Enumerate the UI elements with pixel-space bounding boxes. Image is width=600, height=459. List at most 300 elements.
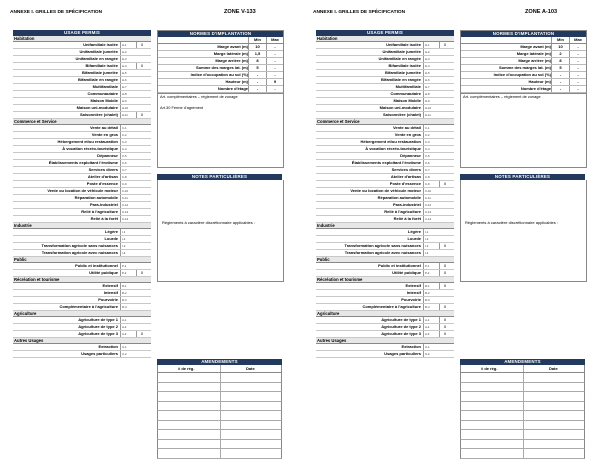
use-row xyxy=(13,125,151,132)
use-code: U-1 xyxy=(423,344,437,350)
use-label: Agriculture de type 3 xyxy=(381,331,421,336)
norm-min-value: - xyxy=(551,79,569,85)
use-code: H-4 xyxy=(120,63,134,69)
use-row xyxy=(13,216,151,223)
use-label: Usages particuliers xyxy=(81,351,118,356)
use-label: Vente en gros xyxy=(91,132,118,137)
use-label: Unifamiliale en rangée xyxy=(75,56,118,61)
use-code: H-6 xyxy=(120,77,134,83)
norm-max-value: - xyxy=(266,44,283,50)
complementary-articles-text: Art. complémentaires – règlement de zonage xyxy=(160,94,238,99)
use-code: C-6 xyxy=(423,160,437,166)
use-code: H-8 xyxy=(423,91,437,97)
norm-row xyxy=(158,58,283,65)
norm-max-value: - xyxy=(266,58,283,64)
norm-label: Somme des marges lat. (m) xyxy=(498,65,551,70)
use-row xyxy=(13,297,151,304)
norm-max-value: - xyxy=(569,86,586,92)
amendments-column-divider xyxy=(523,392,524,401)
norm-max-value: - xyxy=(569,44,586,50)
implantation-norms-header: NORMES D'IMPLANTATION xyxy=(158,31,283,37)
use-label: Unifamiliale isolée xyxy=(386,42,421,47)
norm-row xyxy=(461,65,586,72)
norm-max-value: - xyxy=(266,65,283,71)
grid-page-left xyxy=(0,0,295,449)
amendments-column-divider xyxy=(220,392,221,401)
regulation-number-column-label: # de règ. xyxy=(178,366,195,371)
use-code: C-12 xyxy=(423,202,437,208)
use-row xyxy=(13,84,151,91)
use-code: C-8 xyxy=(120,174,134,180)
max-column-label: Max xyxy=(569,37,586,43)
use-code: C-1 xyxy=(423,125,437,131)
norm-max-value: - xyxy=(569,51,586,57)
use-row xyxy=(316,139,454,146)
use-row xyxy=(13,181,151,188)
use-row xyxy=(13,146,151,153)
norm-min-value: - xyxy=(551,86,569,92)
amendments-column-divider xyxy=(220,430,221,439)
norm-row xyxy=(158,51,283,58)
use-row xyxy=(13,290,151,297)
amendments-column-header xyxy=(460,365,585,373)
use-permitted-mark: x xyxy=(439,324,450,330)
norm-max-value: - xyxy=(569,79,586,85)
use-code: I-2 xyxy=(120,236,134,242)
use-label: Poste d'essence xyxy=(86,181,118,186)
use-label: Maison uni-modulaire xyxy=(76,105,118,110)
use-label: Extensif xyxy=(102,283,118,288)
use-label: Hébergement et/ou restauration xyxy=(57,139,118,144)
use-category-heading: Autres Usages xyxy=(316,338,454,344)
amendment-row xyxy=(157,421,282,431)
use-row xyxy=(13,105,151,112)
grid-page-right xyxy=(303,0,598,449)
use-row xyxy=(316,160,454,167)
use-code: C-11 xyxy=(423,195,437,201)
use-permitted-mark: x xyxy=(439,331,450,337)
use-category-heading: Industrie xyxy=(316,223,454,229)
amendments-column-divider xyxy=(220,402,221,411)
use-row xyxy=(316,331,454,338)
use-row xyxy=(13,49,151,56)
use-category-heading: Autres Usages xyxy=(13,338,151,344)
use-code: C-8 xyxy=(423,174,437,180)
norm-min-value: 5 xyxy=(248,65,266,71)
use-label: Transformation agricole sans nuisances xyxy=(344,243,421,248)
use-code: H-11 xyxy=(423,112,437,118)
use-permitted-mark: x xyxy=(439,270,450,276)
use-category-heading: Habitation xyxy=(316,36,454,42)
use-code: H-3 xyxy=(120,56,134,62)
use-code: C-7 xyxy=(120,167,134,173)
use-row xyxy=(316,290,454,297)
use-row xyxy=(316,344,454,351)
use-label: Vente en gros xyxy=(394,132,421,137)
use-label: Services divers xyxy=(391,167,421,172)
complementary-articles-extra: Art.30 Ferme d'agrément xyxy=(160,105,204,110)
regulation-number-column-label: # de règ. xyxy=(481,366,498,371)
use-code: A-1 xyxy=(120,317,134,323)
use-row xyxy=(316,77,454,84)
amendments-column-divider xyxy=(523,383,524,392)
use-category-heading: Agriculture xyxy=(13,311,151,317)
use-label: Bifamiliale isolée xyxy=(388,63,421,68)
amendments-column-divider xyxy=(220,365,221,372)
use-code: I-2 xyxy=(423,236,437,242)
use-row xyxy=(316,351,454,358)
use-permitted-mark: x xyxy=(136,270,147,276)
use-row xyxy=(316,56,454,63)
use-code: I-3 xyxy=(423,243,437,249)
use-row xyxy=(316,229,454,236)
use-code: A-1 xyxy=(423,317,437,323)
use-row xyxy=(13,263,151,270)
implantation-norms-header: NORMES D'IMPLANTATION xyxy=(461,31,586,37)
use-row xyxy=(13,56,151,63)
use-code: C-5 xyxy=(423,153,437,159)
use-code: C-5 xyxy=(120,153,134,159)
use-label: Réparation automobile xyxy=(377,195,421,200)
norm-label: Marge arrière (m) xyxy=(518,58,551,63)
date-column-label: Date xyxy=(246,366,255,371)
use-row xyxy=(316,202,454,209)
use-row xyxy=(316,112,454,119)
special-notes-text: Règlements à caractère discrétionnaire applicables : xyxy=(465,220,558,225)
use-row xyxy=(13,229,151,236)
use-row xyxy=(316,132,454,139)
norm-min-value: - xyxy=(248,86,266,92)
document-title: ANNEXE I. GRILLES DE SPÉCIFICATION xyxy=(10,10,103,15)
use-label: Établissements exploitant l'érotisme xyxy=(351,160,421,165)
use-code: A-2 xyxy=(120,324,134,330)
use-code: R-2 xyxy=(120,290,134,296)
special-notes-header: NOTES PARTICULIÈRES xyxy=(460,174,585,180)
use-row xyxy=(316,42,454,49)
norm-label: Marge latérale (m) xyxy=(516,51,551,56)
min-column-label: Min xyxy=(248,37,266,43)
norm-min-value: - xyxy=(248,72,266,78)
use-label: Bifamiliale jumelée xyxy=(384,70,421,75)
use-row xyxy=(316,84,454,91)
use-code: H-5 xyxy=(120,70,134,76)
document-title: ANNEXE I. GRILLES DE SPÉCIFICATION xyxy=(313,10,406,15)
use-label: Lourde xyxy=(104,236,118,241)
use-code: U-1 xyxy=(120,344,134,350)
use-code: C-3 xyxy=(120,139,134,145)
use-code: U-2 xyxy=(120,351,134,357)
amendments-header: AMENDEMENTS xyxy=(157,359,282,365)
use-code: H-4 xyxy=(423,63,437,69)
norm-row xyxy=(158,44,283,51)
use-label: Multifamiliale xyxy=(92,84,118,89)
use-code: P-2 xyxy=(423,270,437,276)
use-label: Vente au détail xyxy=(89,125,118,130)
use-code: H-1 xyxy=(120,42,134,48)
use-code: R-3 xyxy=(120,297,134,303)
norm-row xyxy=(158,72,283,79)
use-label: Transformation agricole avec nuisances xyxy=(344,250,421,255)
amendments-column-divider xyxy=(523,440,524,449)
use-code: H-8 xyxy=(120,91,134,97)
use-permitted-mark: x xyxy=(439,263,450,269)
use-code: H-7 xyxy=(423,84,437,90)
norm-max-value: - xyxy=(569,72,586,78)
amendment-row xyxy=(460,440,585,450)
use-code: I-3 xyxy=(120,243,134,249)
use-code: C-14 xyxy=(120,216,134,222)
use-row xyxy=(316,91,454,98)
use-label: À vocation récréo-touristique xyxy=(365,146,421,151)
use-label: Maison Mobile xyxy=(90,98,118,103)
use-code: H-2 xyxy=(120,49,134,55)
use-code: I-4 xyxy=(120,250,134,256)
norms-column-header xyxy=(461,37,586,44)
use-permitted-mark: x xyxy=(439,304,450,310)
use-category-heading: Public xyxy=(13,257,151,263)
use-row xyxy=(13,304,151,311)
use-label: Vente au détail xyxy=(392,125,421,130)
use-row xyxy=(13,331,151,338)
norm-label: Hauteur (m) xyxy=(528,79,551,84)
use-code: C-14 xyxy=(423,216,437,222)
norm-max-value: - xyxy=(266,51,283,57)
norm-row xyxy=(461,51,586,58)
use-code: H-3 xyxy=(423,56,437,62)
amendment-row xyxy=(460,421,585,431)
amendments-header: AMENDEMENTS xyxy=(460,359,585,365)
use-row xyxy=(316,263,454,270)
use-code: C-2 xyxy=(120,132,134,138)
amendments-column-divider xyxy=(523,365,524,372)
norm-label: Indice d'occupation au sol (%) xyxy=(493,72,551,77)
amendments-column-divider xyxy=(220,440,221,449)
use-row xyxy=(13,112,151,119)
use-row xyxy=(316,105,454,112)
use-code: C-4 xyxy=(120,146,134,152)
use-label: Intensif xyxy=(103,290,118,295)
use-row xyxy=(316,181,454,188)
use-row xyxy=(316,297,454,304)
use-permitted-mark: x xyxy=(439,181,450,187)
norm-max-value: - xyxy=(266,86,283,92)
use-row xyxy=(316,243,454,250)
use-permitted-mark: x xyxy=(439,283,450,289)
use-row xyxy=(316,188,454,195)
use-label: Légère xyxy=(407,229,421,234)
norm-label: Indice d'occupation au sol (%) xyxy=(190,72,248,77)
norm-min-value: 8 xyxy=(551,58,569,64)
amendment-row xyxy=(157,402,282,412)
use-row xyxy=(13,98,151,105)
use-row xyxy=(13,283,151,290)
amendments-table xyxy=(460,359,585,459)
norm-row xyxy=(158,65,283,72)
use-row xyxy=(316,304,454,311)
use-code: P-1 xyxy=(120,263,134,269)
amendments-column-divider xyxy=(220,383,221,392)
amendments-column-divider xyxy=(220,449,221,458)
amendment-row xyxy=(157,449,282,459)
norm-label: Somme des marges lat. (m) xyxy=(195,65,248,70)
use-code: H-7 xyxy=(120,84,134,90)
zone-title: ZONE V-133 xyxy=(224,9,256,15)
permitted-uses-table xyxy=(13,30,151,358)
use-row xyxy=(316,209,454,216)
use-row xyxy=(316,70,454,77)
norms-column-header xyxy=(158,37,283,44)
use-label: Utilité publique xyxy=(392,270,421,275)
use-row xyxy=(13,209,151,216)
use-row xyxy=(13,77,151,84)
use-code: C-10 xyxy=(423,188,437,194)
amendments-column-divider xyxy=(523,421,524,430)
norm-label: Nombre d'étage xyxy=(217,86,248,91)
use-row xyxy=(13,42,151,49)
use-code: C-9 xyxy=(423,181,437,187)
amendment-row xyxy=(157,392,282,402)
use-row xyxy=(13,91,151,98)
use-permitted-mark: x xyxy=(136,63,147,69)
use-code: H-1 xyxy=(423,42,437,48)
amendment-row xyxy=(460,383,585,393)
use-code: U-2 xyxy=(423,351,437,357)
use-label: Vente ou location de véhicule moteur xyxy=(350,188,421,193)
use-label: Bifamiliale en rangée xyxy=(380,77,421,82)
use-code: H-10 xyxy=(120,105,134,111)
special-notes-text: Règlements à caractère discrétionnaire applicables : xyxy=(162,220,255,225)
use-permitted-mark: x xyxy=(136,112,147,118)
use-label: Relié à l'agriculture xyxy=(81,209,118,214)
use-row xyxy=(13,344,151,351)
use-label: Établissements exploitant l'érotisme xyxy=(48,160,118,165)
use-category-heading: Commerce et Service xyxy=(316,119,454,125)
use-permitted-mark: x xyxy=(136,331,147,337)
use-label: Relié à l'agriculture xyxy=(384,209,421,214)
use-label: Extraction xyxy=(98,344,118,349)
implantation-norms-table xyxy=(460,30,587,94)
use-label: Maison Mobile xyxy=(393,98,421,103)
use-label: Bifamiliale en rangée xyxy=(77,77,118,82)
norm-min-value: 10 xyxy=(551,44,569,50)
use-code: I-1 xyxy=(423,229,437,235)
use-code: H-9 xyxy=(423,98,437,104)
use-row xyxy=(13,250,151,257)
use-code: H-9 xyxy=(120,98,134,104)
use-code: C-7 xyxy=(423,167,437,173)
max-column-label: Max xyxy=(266,37,283,43)
date-column-label: Date xyxy=(549,366,558,371)
use-label: Relié à la forêt xyxy=(90,216,118,221)
amendment-row xyxy=(460,411,585,421)
use-code: C-4 xyxy=(423,146,437,152)
use-label: Maison uni-modulaire xyxy=(379,105,421,110)
use-label: Para-industriel xyxy=(89,202,118,207)
use-code: H-10 xyxy=(423,105,437,111)
use-row xyxy=(13,317,151,324)
norm-row xyxy=(461,44,586,51)
use-code: C-12 xyxy=(120,202,134,208)
use-row xyxy=(316,153,454,160)
use-row xyxy=(316,167,454,174)
use-row xyxy=(13,324,151,331)
use-row xyxy=(13,174,151,181)
amendment-row xyxy=(460,373,585,383)
use-code: C-9 xyxy=(120,181,134,187)
amendments-column-divider xyxy=(220,421,221,430)
permitted-uses-table xyxy=(316,30,454,358)
use-label: Complémentaire à l'agriculture xyxy=(59,304,118,309)
use-label: Unifamiliale jumelée xyxy=(382,49,421,54)
use-permitted-mark: x xyxy=(439,243,450,249)
use-label: Pourvoirie xyxy=(401,297,421,302)
use-category-heading: Industrie xyxy=(13,223,151,229)
use-row xyxy=(13,270,151,277)
use-code: H-6 xyxy=(423,77,437,83)
amendment-row xyxy=(157,440,282,450)
amendment-row xyxy=(460,392,585,402)
amendments-table xyxy=(157,359,282,459)
norm-max-value: 9 xyxy=(266,79,283,85)
norm-max-value: - xyxy=(569,58,586,64)
use-code: C-10 xyxy=(120,188,134,194)
use-row xyxy=(13,188,151,195)
use-label: Bifamiliale jumelée xyxy=(81,70,118,75)
use-code: I-4 xyxy=(423,250,437,256)
use-label: Usages particuliers xyxy=(384,351,421,356)
norm-min-value: 10 xyxy=(248,44,266,50)
use-permitted-mark: x xyxy=(439,317,450,323)
norm-min-value: 8 xyxy=(248,58,266,64)
norm-min-value: 1,5 xyxy=(248,51,266,57)
use-row xyxy=(316,236,454,243)
zone-title: ZONE A-103 xyxy=(525,9,558,15)
use-row xyxy=(316,270,454,277)
use-label: Poste d'essence xyxy=(389,181,421,186)
use-label: Saisonnière (chalet) xyxy=(382,112,421,117)
min-column-label: Min xyxy=(551,37,569,43)
use-row xyxy=(316,216,454,223)
amendments-column-divider xyxy=(523,430,524,439)
complementary-articles-box xyxy=(157,91,284,168)
amendments-column-divider xyxy=(523,402,524,411)
norm-label: Marge arrière (m) xyxy=(215,58,248,63)
use-category-heading: Public xyxy=(316,257,454,263)
use-label: Bifamiliale isolée xyxy=(85,63,118,68)
use-label: Agriculture de type 2 xyxy=(78,324,118,329)
use-permitted-mark: x xyxy=(439,42,450,48)
use-code: H-5 xyxy=(423,70,437,76)
use-label: Services divers xyxy=(88,167,118,172)
use-row xyxy=(13,202,151,209)
norm-label: Nombre d'étage xyxy=(520,86,551,91)
use-code: R-4 xyxy=(423,304,437,310)
use-label: Agriculture de type 1 xyxy=(78,317,118,322)
complementary-articles-text: Art. complémentaires – règlement de zonage xyxy=(463,94,541,99)
use-code: H-11 xyxy=(120,112,134,118)
use-code: C-6 xyxy=(120,160,134,166)
use-code: R-3 xyxy=(423,297,437,303)
amendment-row xyxy=(157,373,282,383)
use-code: C-11 xyxy=(120,195,134,201)
use-row xyxy=(13,195,151,202)
amendments-column-divider xyxy=(220,373,221,382)
amendments-column-header xyxy=(157,365,282,373)
use-category-heading: Commerce et Service xyxy=(13,119,151,125)
use-code: A-3 xyxy=(423,331,437,337)
use-row xyxy=(13,236,151,243)
amendments-column-divider xyxy=(523,373,524,382)
